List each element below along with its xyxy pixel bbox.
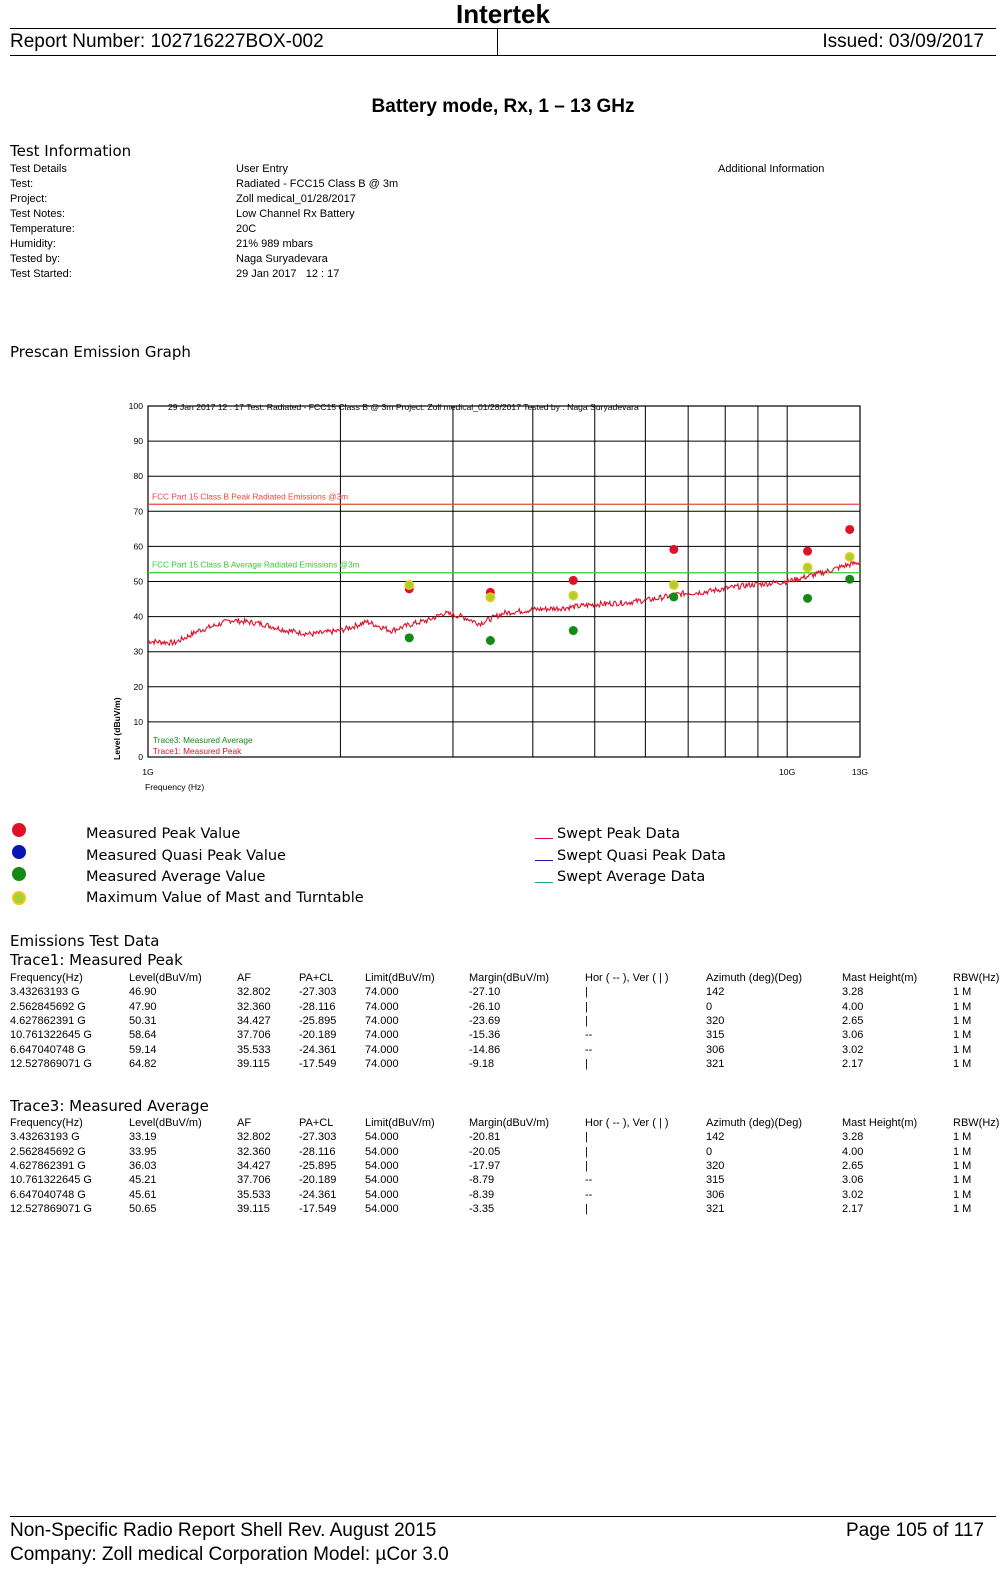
table-cell: 34.427: [237, 1159, 271, 1172]
table-cell: 3.43263193 G: [10, 986, 80, 999]
average-point: [569, 626, 578, 635]
table-cell: 2.562845692 G: [10, 1145, 86, 1158]
test-info-row: [10, 192, 1000, 207]
peak-point: [803, 547, 812, 556]
table-cell: 3.43263193 G: [10, 1131, 80, 1144]
table-cell: -27.303: [299, 986, 337, 999]
table-cell: 54.000: [365, 1202, 399, 1215]
y-tick-label: 50: [133, 576, 143, 587]
emission-chart: [105, 395, 875, 800]
info-value: 20C: [236, 223, 257, 235]
table-cell: -23.69: [469, 1014, 501, 1027]
trace1-title: Trace1: Measured Peak: [10, 951, 183, 969]
x-tick-label: 1G: [142, 767, 154, 777]
column-header: Mast Height(m): [842, 972, 918, 984]
table-cell: 74.000: [365, 1029, 399, 1042]
table-cell: 35.533: [237, 1188, 271, 1201]
legend-measured-peak: Measured Peak Value: [86, 826, 241, 842]
peak-point: [569, 576, 578, 585]
table-cell: 34.427: [237, 1014, 271, 1027]
table-cell: 45.21: [129, 1174, 157, 1187]
table-cell: 1 M: [953, 1000, 972, 1013]
info-value: Naga Suryadevara: [236, 253, 328, 265]
column-header: PA+CL: [299, 1117, 334, 1129]
table-cell: 12.527869071 G: [10, 1202, 92, 1215]
swept-peak-line-icon: [535, 838, 553, 839]
table-cell: 2.17: [842, 1202, 864, 1215]
header-rule-top: [10, 28, 996, 29]
issued-date: Issued: 03/09/2017: [822, 31, 984, 52]
table-cell: 32.360: [237, 1000, 271, 1013]
info-label: Test Notes:: [10, 208, 66, 220]
table-cell: 74.000: [365, 1014, 399, 1027]
limit-line-label: FCC Part 15 Class B Peak Radiated Emissions @3m: [152, 491, 349, 502]
table-header-row: [10, 1117, 1006, 1131]
table-cell: 33.19: [129, 1131, 157, 1144]
legend-measured-quasi-peak: Measured Quasi Peak Value: [86, 848, 286, 864]
table-cell: 1 M: [953, 1202, 972, 1215]
table-cell: 10.761322645 G: [10, 1174, 92, 1187]
max-mast-turntable-point: [569, 591, 577, 599]
table-cell: -20.05: [469, 1145, 501, 1158]
table-cell: 54.000: [365, 1159, 399, 1172]
legend-swept-average: Swept Average Data: [557, 869, 706, 885]
table-cell: 12.527869071 G: [10, 1057, 92, 1070]
table-cell: 315: [706, 1029, 725, 1042]
table-cell: 306: [706, 1043, 725, 1056]
table-cell: -17.549: [299, 1202, 337, 1215]
y-tick-label: 10: [133, 716, 143, 727]
max-mast-turntable-point: [846, 553, 854, 561]
max-mast-turntable-point: [405, 581, 413, 589]
table-row: [10, 1058, 1006, 1072]
test-info-row: [10, 267, 1000, 282]
table-cell: |: [585, 1159, 588, 1172]
table-cell: 3.28: [842, 1131, 864, 1144]
table-cell: 1 M: [953, 1131, 972, 1144]
footer-rule: [10, 1516, 996, 1517]
table-cell: -8.39: [469, 1188, 495, 1201]
test-information-heading: Test Information: [10, 142, 132, 160]
column-header: Mast Height(m): [842, 1117, 918, 1129]
table-cell: |: [585, 986, 588, 999]
table-row: [10, 1146, 1006, 1160]
x-tick-label: 10G: [779, 767, 796, 777]
table-row: [10, 1044, 1006, 1058]
table-row: [10, 986, 1006, 1000]
table-cell: 46.90: [129, 986, 157, 999]
table-cell: -25.895: [299, 1014, 337, 1027]
column-header: Frequency(Hz): [10, 1117, 83, 1129]
table-cell: -20.81: [469, 1131, 501, 1144]
info-label: Test Started:: [10, 268, 72, 280]
table-cell: 54.000: [365, 1145, 399, 1158]
table-cell: 6.647040748 G: [10, 1043, 86, 1056]
table-row: [10, 1131, 1006, 1145]
table-cell: 1 M: [953, 1159, 972, 1172]
max-mast-turntable-point: [486, 593, 494, 601]
table-cell: -27.10: [469, 986, 501, 999]
x-tick-label: 13G: [851, 767, 869, 777]
table-header-row: [10, 972, 1006, 986]
table-cell: 36.03: [129, 1159, 157, 1172]
y-tick-label: 40: [133, 611, 143, 622]
column-header: RBW(Hz): [953, 1117, 1000, 1129]
footer-page-number: Page 105 of 117: [845, 1520, 984, 1541]
trace-legend-entry: Trace1: Measured Peak: [153, 746, 242, 756]
test-info-row: [10, 222, 1000, 237]
table-cell: 39.115: [237, 1057, 270, 1070]
brand-name: Intertek: [456, 0, 550, 29]
legend-measured-average: Measured Average Value: [86, 869, 266, 885]
graph-heading: Prescan Emission Graph: [10, 343, 191, 361]
table-cell: 1 M: [953, 1188, 972, 1201]
column-header: AF: [237, 1117, 252, 1129]
table-row: [10, 1160, 1006, 1174]
legend-swept-peak: Swept Peak Data: [557, 826, 681, 842]
table-cell: -24.361: [299, 1188, 337, 1201]
col-header-additional-info: Additional Information: [718, 163, 825, 175]
table-cell: 54.000: [365, 1174, 399, 1187]
table-cell: 4.627862391 G: [10, 1014, 86, 1027]
test-info-row: [10, 252, 1000, 267]
table-cell: |: [585, 1014, 588, 1027]
info-label: Tested by:: [10, 253, 61, 265]
column-header: PA+CL: [299, 972, 334, 984]
header-divider: [497, 29, 498, 55]
info-label: Temperature:: [10, 223, 75, 235]
table-cell: -3.35: [469, 1202, 495, 1215]
info-value: Low Channel Rx Battery: [236, 208, 355, 220]
table-cell: 64.82: [129, 1057, 157, 1070]
table-cell: --: [585, 1043, 593, 1056]
table-cell: -28.116: [299, 1145, 336, 1158]
col-header-user-entry: User Entry: [236, 163, 288, 175]
table-cell: 3.06: [842, 1029, 864, 1042]
table-cell: -9.18: [469, 1057, 495, 1070]
average-point: [405, 633, 414, 642]
max-mast-dot-icon: [12, 891, 26, 905]
table-cell: 32.360: [237, 1145, 271, 1158]
limit-line-label: FCC Part 15 Class B Average Radiated Emissions @3m: [152, 559, 360, 570]
trace-legend-entry: Trace3: Measured Average: [153, 735, 253, 745]
col-header-test-details: Test Details: [10, 163, 67, 175]
y-tick-label: 70: [133, 506, 143, 517]
average-point: [845, 575, 854, 584]
table-row: [10, 1174, 1006, 1188]
table-cell: -20.189: [299, 1029, 337, 1042]
trace3-title: Trace3: Measured Average: [10, 1097, 209, 1115]
chart-grid: [148, 406, 860, 757]
column-header: Frequency(Hz): [10, 972, 83, 984]
info-value: 21% 989 mbars: [236, 238, 314, 250]
column-header: Hor ( -- ), Ver ( | ): [585, 1117, 669, 1129]
table-cell: 47.90: [129, 1000, 157, 1013]
legend-swept-quasi-peak: Swept Quasi Peak Data: [557, 848, 726, 864]
table-cell: 1 M: [953, 1145, 972, 1158]
footer-company: Company: Zoll medical Corporation Model: µCor 3.0: [10, 1544, 449, 1565]
page-title: Battery mode, Rx, 1 – 13 GHz: [371, 96, 635, 117]
table-cell: -8.79: [469, 1174, 495, 1187]
marker-legend: [0, 820, 1006, 910]
peak-point: [845, 525, 854, 534]
table-cell: 33.95: [129, 1145, 157, 1158]
table-cell: 0: [706, 1000, 713, 1013]
quasi-peak-dot-icon: [12, 845, 26, 859]
y-tick-label: 60: [133, 541, 143, 552]
table-cell: -15.36: [469, 1029, 501, 1042]
table-row: [10, 1203, 1006, 1217]
table-cell: 32.802: [237, 986, 271, 999]
table-cell: 45.61: [129, 1188, 157, 1201]
test-info-row: [10, 177, 1000, 192]
average-point: [803, 594, 812, 603]
table-cell: 2.65: [842, 1159, 864, 1172]
test-info-col-headers: [10, 162, 1000, 177]
y-tick-label: 100: [128, 401, 143, 411]
table-cell: |: [585, 1145, 588, 1158]
table-cell: 37.706: [237, 1174, 271, 1187]
table-cell: 315: [706, 1174, 725, 1187]
chart-title: 29 Jan 2017 12 : 17 Test: Radiated - FCC15 Class B @ 3m Project: Zoll medical_01/28/2017 Tested by : Naga Suryadevara: [168, 402, 639, 412]
test-info-row: [10, 207, 1000, 222]
report-number: Report Number: 102716227BOX-002: [10, 31, 324, 52]
table-cell: |: [585, 1000, 588, 1013]
table-row: [10, 1029, 1006, 1043]
table-cell: 142: [706, 986, 725, 999]
average-dot-icon: [12, 867, 26, 881]
column-header: Azimuth (deg)(Deg): [706, 1117, 802, 1129]
column-header: Margin(dBuV/m): [469, 1117, 550, 1129]
test-info-row: [10, 237, 1000, 252]
trace1-table: [0, 972, 1006, 1082]
table-cell: 37.706: [237, 1029, 271, 1042]
table-cell: 74.000: [365, 986, 399, 999]
table-cell: -26.10: [469, 1000, 501, 1013]
swept-quasi-peak-line-icon: [535, 860, 553, 861]
table-cell: 4.00: [842, 1145, 864, 1158]
table-cell: |: [585, 1057, 588, 1070]
trace3-table: [0, 1117, 1006, 1227]
table-cell: 1 M: [953, 1029, 972, 1042]
table-cell: |: [585, 1202, 588, 1215]
max-mast-turntable-point: [803, 563, 811, 571]
table-cell: 2.17: [842, 1057, 864, 1070]
table-cell: -20.189: [299, 1174, 337, 1187]
table-cell: |: [585, 1131, 588, 1144]
table-cell: 2.65: [842, 1014, 864, 1027]
table-cell: 306: [706, 1188, 725, 1201]
table-cell: 1 M: [953, 986, 972, 999]
info-value: 29 Jan 2017 12 : 17: [236, 268, 340, 280]
info-label: Humidity:: [10, 238, 56, 250]
info-label: Project:: [10, 193, 48, 205]
table-cell: 10.761322645 G: [10, 1029, 92, 1042]
table-cell: 1 M: [953, 1174, 972, 1187]
legend-max-mast-turntable: Maximum Value of Mast and Turntable: [86, 890, 364, 906]
table-cell: 1 M: [953, 1014, 972, 1027]
swept-average-line-icon: [535, 882, 553, 883]
table-cell: 54.000: [365, 1131, 399, 1144]
x-axis-label: Frequency (Hz): [145, 782, 205, 792]
table-cell: 320: [706, 1014, 725, 1027]
table-cell: 74.000: [365, 1043, 399, 1056]
footer-shell: Non-Specific Radio Report Shell Rev. August 2015: [10, 1520, 437, 1541]
table-cell: 32.802: [237, 1131, 271, 1144]
column-header: Level(dBuV/m): [129, 1117, 202, 1129]
table-cell: 3.06: [842, 1174, 864, 1187]
table-cell: 50.31: [129, 1014, 157, 1027]
table-cell: 58.64: [129, 1029, 157, 1042]
average-point: [669, 592, 678, 601]
trace-legend: [153, 735, 253, 756]
table-cell: 321: [706, 1202, 725, 1215]
info-value: Radiated - FCC15 Class B @ 3m: [236, 178, 399, 190]
table-cell: -17.549: [299, 1057, 337, 1070]
table-cell: 74.000: [365, 1057, 399, 1070]
info-value: Zoll medical_01/28/2017: [236, 193, 356, 205]
table-cell: 50.65: [129, 1202, 157, 1215]
max-mast-turntable-point: [670, 581, 678, 589]
table-cell: 4.00: [842, 1000, 864, 1013]
table-row: [10, 1015, 1006, 1029]
table-cell: 142: [706, 1131, 725, 1144]
table-cell: 320: [706, 1159, 725, 1172]
table-cell: 6.647040748 G: [10, 1188, 86, 1201]
peak-point: [669, 545, 678, 554]
table-cell: 1 M: [953, 1057, 972, 1070]
table-cell: -25.895: [299, 1159, 337, 1172]
table-cell: --: [585, 1029, 593, 1042]
table-cell: -17.97: [469, 1159, 501, 1172]
table-cell: 3.02: [842, 1188, 864, 1201]
table-cell: 39.115: [237, 1202, 270, 1215]
table-cell: 74.000: [365, 1000, 399, 1013]
y-tick-label: 90: [133, 436, 143, 447]
table-cell: -28.116: [299, 1000, 336, 1013]
y-tick-label: 20: [133, 681, 143, 692]
table-cell: 4.627862391 G: [10, 1159, 86, 1172]
column-header: Limit(dBuV/m): [365, 1117, 435, 1129]
table-cell: --: [585, 1174, 593, 1187]
table-cell: 35.533: [237, 1043, 271, 1056]
column-header: Level(dBuV/m): [129, 972, 202, 984]
peak-dot-icon: [12, 823, 26, 837]
table-cell: -14.86: [469, 1043, 501, 1056]
column-header: AF: [237, 972, 252, 984]
table-cell: -24.361: [299, 1043, 337, 1056]
header-rule-bottom: [10, 55, 996, 56]
column-header: RBW(Hz): [953, 972, 1000, 984]
y-tick-label: 0: [138, 752, 143, 762]
table-row: [10, 1001, 1006, 1015]
table-cell: 3.02: [842, 1043, 864, 1056]
y-axis-label: Level (dBuV/m): [112, 697, 122, 760]
test-info-table: [10, 177, 1000, 282]
column-header: Margin(dBuV/m): [469, 972, 550, 984]
column-header: Hor ( -- ), Ver ( | ): [585, 972, 669, 984]
table-cell: 0: [706, 1145, 713, 1158]
table-cell: 59.14: [129, 1043, 157, 1056]
table-row: [10, 1189, 1006, 1203]
average-point: [486, 636, 495, 645]
table-cell: 2.562845692 G: [10, 1000, 86, 1013]
column-header: Limit(dBuV/m): [365, 972, 435, 984]
info-label: Test:: [10, 178, 34, 190]
table-cell: --: [585, 1188, 593, 1201]
y-tick-label: 80: [133, 471, 143, 482]
table-cell: -27.303: [299, 1131, 337, 1144]
y-tick-label: 30: [133, 646, 143, 657]
table-cell: 54.000: [365, 1188, 399, 1201]
table-cell: 321: [706, 1057, 725, 1070]
table-cell: 1 M: [953, 1043, 972, 1056]
column-header: Azimuth (deg)(Deg): [706, 972, 802, 984]
table-cell: 3.28: [842, 986, 864, 999]
emissions-heading: Emissions Test Data: [10, 932, 160, 950]
